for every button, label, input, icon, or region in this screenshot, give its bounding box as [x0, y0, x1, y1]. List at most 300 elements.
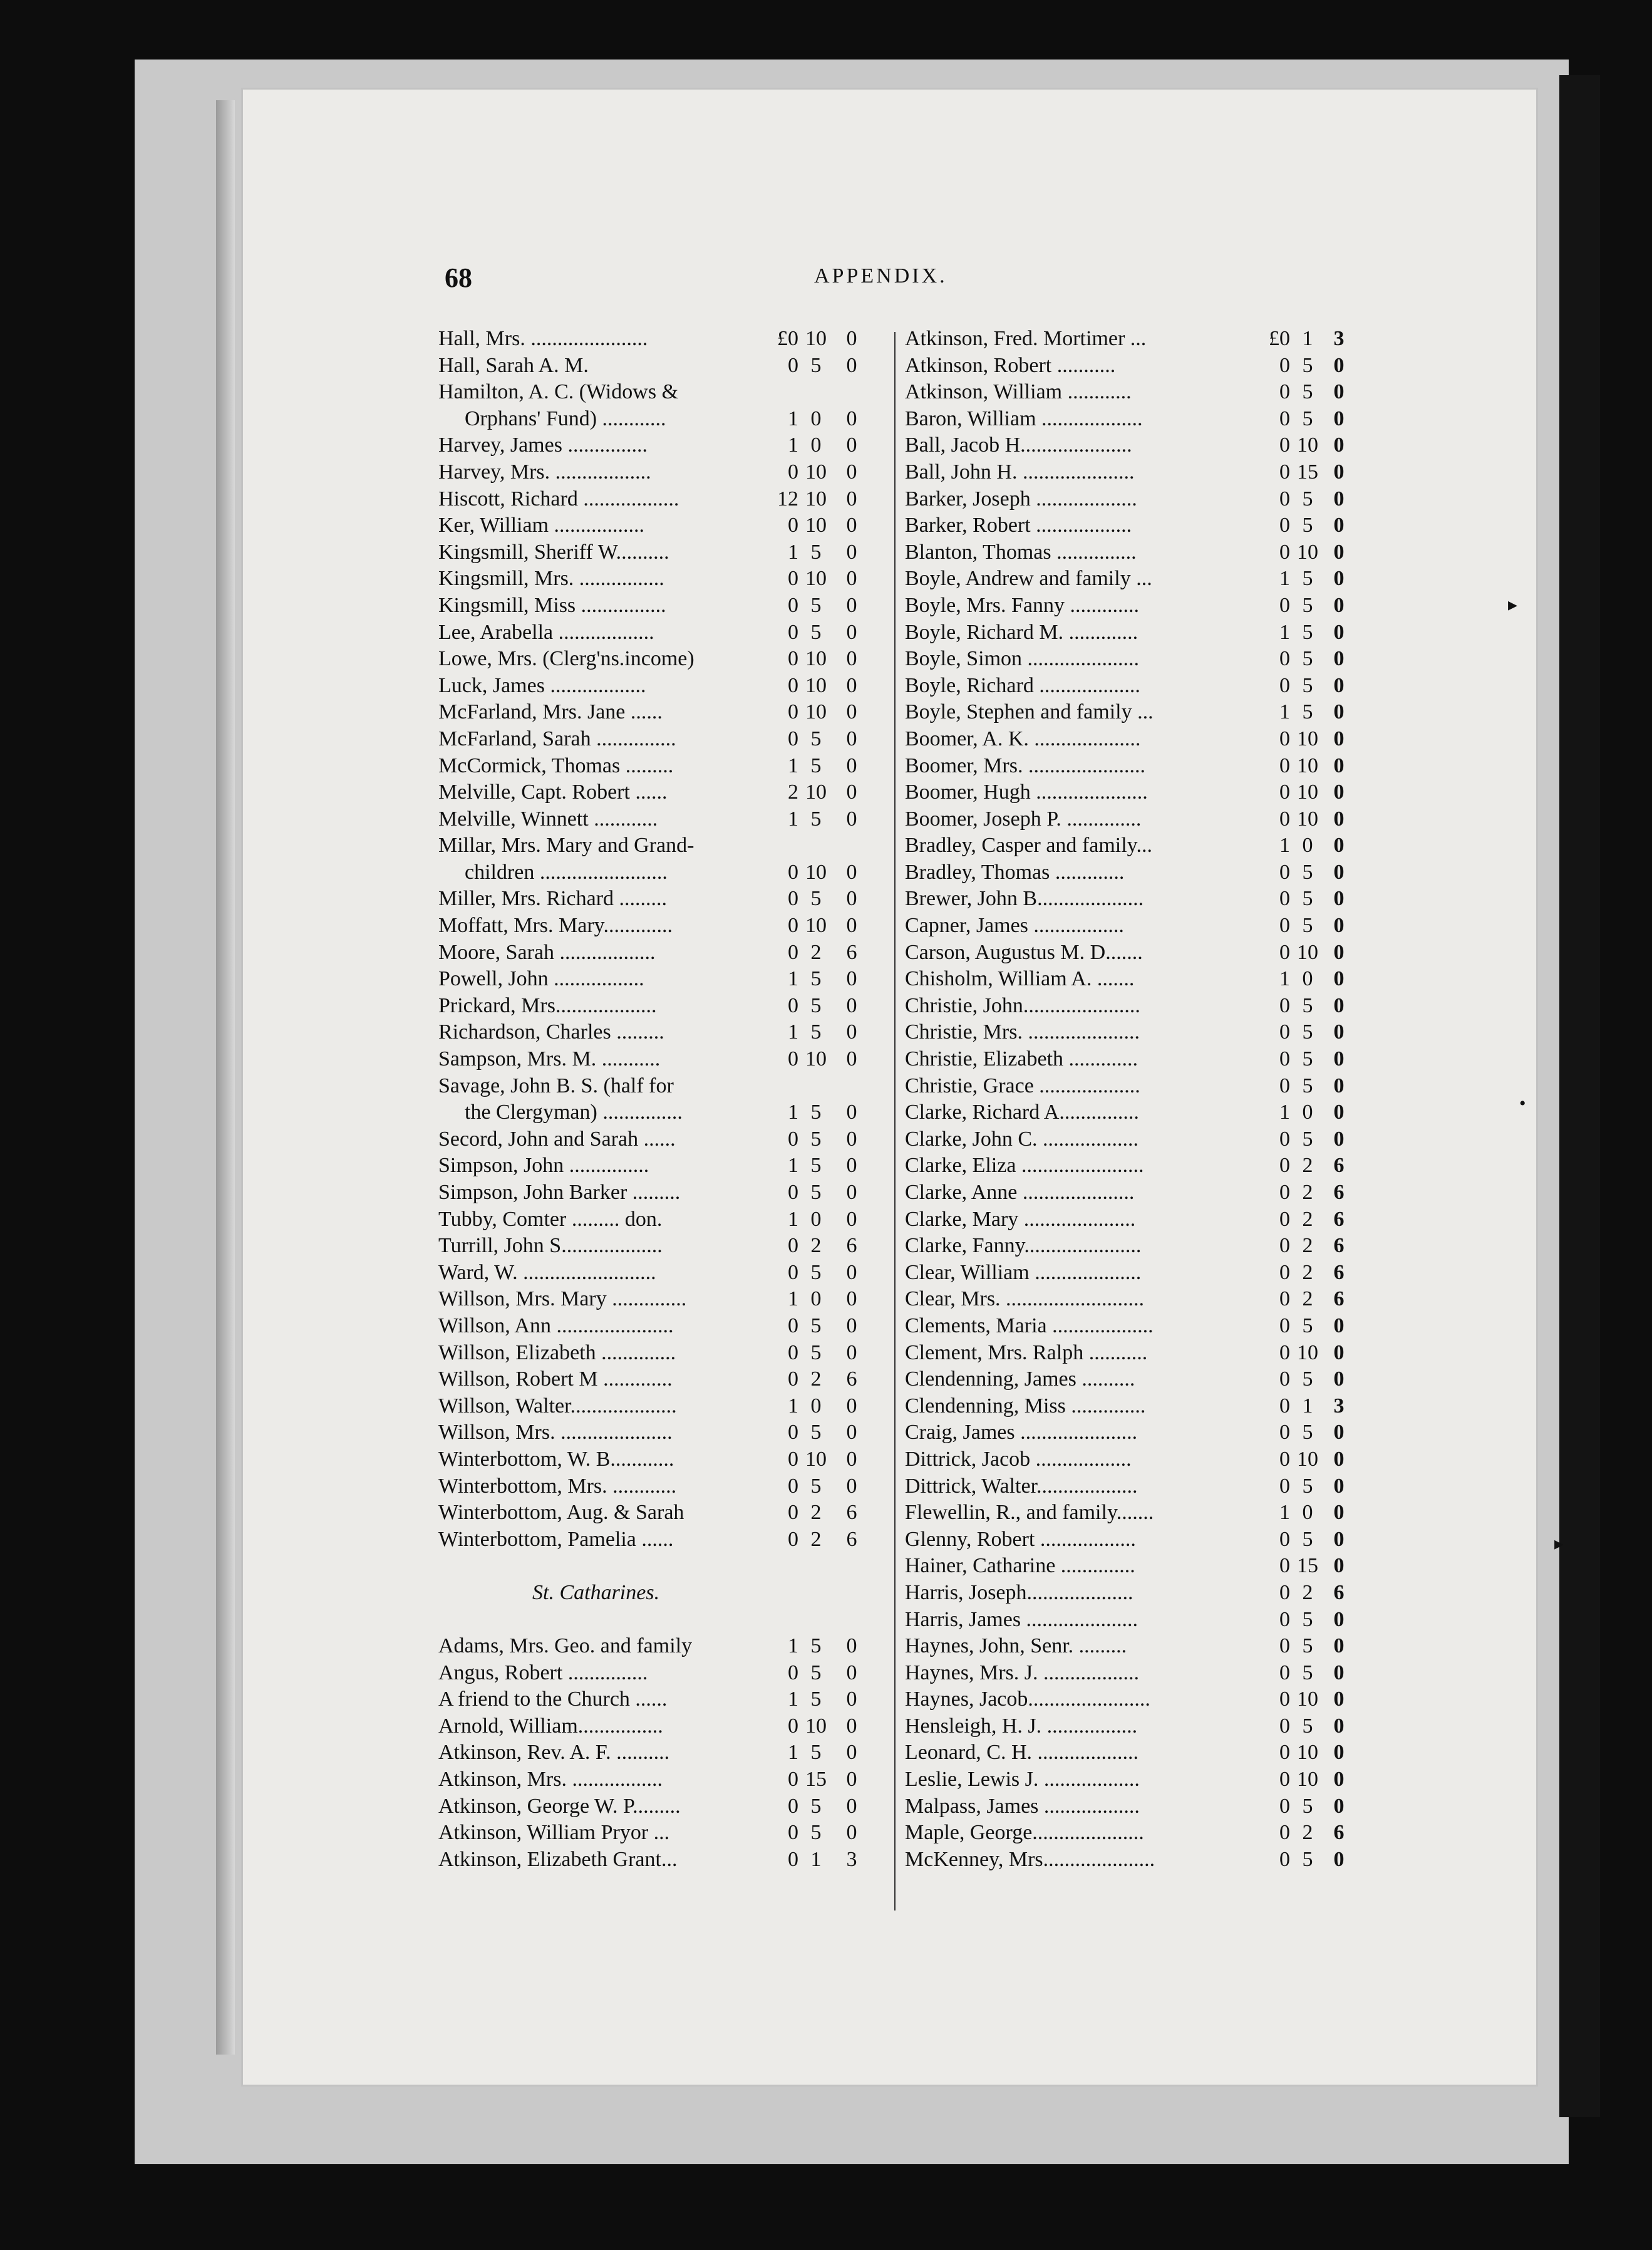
subscriber-name: Atkinson, William ............	[905, 380, 1132, 404]
amount-shillings: 2	[810, 940, 822, 964]
amount-pounds: 0	[1279, 727, 1290, 750]
amount-pence: 0	[846, 433, 857, 457]
amount-pence: 0	[1333, 700, 1345, 724]
subscriber-row	[905, 1366, 1365, 1393]
amount-pounds: 0	[1279, 940, 1290, 964]
subscriber-name: Winterbottom, Pamelia ......	[438, 1527, 674, 1551]
subscriber-row	[905, 1660, 1365, 1687]
amount-shillings: 5	[1302, 887, 1313, 911]
subscriber-name: Ward, W. .........................	[438, 1260, 656, 1284]
amount-pence: 0	[846, 780, 857, 804]
subscriber-name: Harris, Joseph....................	[905, 1580, 1133, 1604]
subscriber-row	[438, 1607, 889, 1634]
amount-pounds: 2	[788, 780, 798, 804]
amount-pence: 0	[846, 754, 857, 777]
page-title: APPENDIX.	[814, 264, 947, 288]
amount-pounds: 1	[788, 754, 798, 777]
subscriber-name: Willson, Mrs. Mary ..............	[438, 1287, 687, 1311]
amount-shillings: 5	[1302, 1127, 1313, 1151]
subscriber-row	[438, 886, 889, 913]
amount-pence: 0	[846, 1127, 857, 1151]
amount-pounds: 1	[788, 1154, 798, 1178]
subscriber-name: Ball, Jacob H.....................	[905, 433, 1132, 457]
amount-pence: 0	[1333, 673, 1345, 697]
subscriber-name: Dittrick, Jacob ..................	[905, 1447, 1132, 1471]
amount-shillings: 5	[1302, 914, 1313, 938]
subscriber-name: Winterbottom, W. B............	[438, 1447, 674, 1471]
subscriber-row	[905, 1553, 1365, 1580]
amount-shillings: 5	[810, 1340, 822, 1364]
amount-shillings: 0	[810, 407, 822, 430]
amount-pence: 0	[1333, 1367, 1345, 1391]
subscriber-row	[438, 1553, 889, 1580]
amount-pence: 0	[846, 1447, 857, 1471]
amount-shillings: 5	[1302, 1421, 1313, 1444]
amount-pence: 0	[846, 887, 857, 911]
amount-pounds: 0	[1279, 1447, 1290, 1471]
subscriber-row	[905, 486, 1365, 513]
amount-pounds: 1	[1279, 834, 1290, 858]
amount-pence: 0	[1333, 1554, 1345, 1578]
amount-pounds: £0	[777, 327, 798, 350]
subscriber-row	[438, 1233, 889, 1260]
subscriber-name: Arnold, William................	[438, 1714, 663, 1738]
subscriber-row	[438, 1713, 889, 1740]
amount-pence: 0	[1333, 993, 1345, 1017]
subscriber-name: Miller, Mrs. Richard .........	[438, 887, 668, 911]
subscriber-row	[905, 1580, 1365, 1607]
amount-shillings: 5	[810, 1821, 822, 1845]
amount-pence: 0	[846, 487, 857, 511]
subscriber-row	[905, 1126, 1365, 1153]
subscriber-name: Boyle, Mrs. Fanny .............	[905, 593, 1139, 617]
amount-pence: 0	[1333, 1047, 1345, 1071]
amount-pence: 0	[846, 1047, 857, 1071]
amount-pounds: 0	[788, 647, 798, 671]
subscriber-row	[438, 1820, 889, 1847]
subscriber-row	[905, 1019, 1365, 1046]
subscriber-name: Willson, Elizabeth ..............	[438, 1340, 676, 1364]
amount-shillings: 5	[810, 1127, 822, 1151]
amount-pence: 0	[1333, 353, 1345, 377]
amount-pence: 0	[846, 1661, 857, 1684]
subscriber-name: Atkinson, Rev. A. F. ..........	[438, 1741, 670, 1765]
amount-shillings: 10	[1297, 1447, 1318, 1471]
amount-pence: 0	[846, 1421, 857, 1444]
subscriber-name: Hamilton, A. C. (Widows &	[438, 380, 679, 404]
amount-pounds: 0	[788, 1847, 798, 1871]
amount-pounds: 1	[788, 433, 798, 457]
subscriber-name: children ........................	[465, 860, 668, 884]
subscriber-name: Hiscott, Richard ..................	[438, 487, 679, 511]
amount-pence: 6	[846, 1367, 857, 1391]
subscriber-row	[905, 886, 1365, 913]
subscriber-row	[438, 859, 889, 886]
subscriber-name: Boomer, Joseph P. ..............	[905, 807, 1142, 831]
amount-shillings: 0	[810, 1287, 822, 1311]
subscriber-name: Atkinson, Elizabeth Grant...	[438, 1847, 678, 1871]
subscriber-name: Richardson, Charles .........	[438, 1020, 664, 1044]
amount-shillings: 1	[810, 1847, 822, 1871]
amount-shillings: 10	[1297, 1688, 1318, 1711]
amount-pence: 0	[846, 567, 857, 591]
amount-pence: 0	[1333, 380, 1345, 404]
subscriber-row	[438, 646, 889, 673]
subscriber-name: Christie, Elizabeth .............	[905, 1047, 1138, 1071]
subscriber-row	[905, 539, 1365, 566]
amount-pence: 0	[846, 1020, 857, 1044]
amount-pence: 6	[1333, 1207, 1345, 1231]
subscriber-row	[905, 1313, 1365, 1340]
amount-pounds: 0	[1279, 1260, 1290, 1284]
amount-shillings: 2	[1302, 1207, 1313, 1231]
amount-pounds: 1	[1279, 567, 1290, 591]
subscriber-row	[905, 1419, 1365, 1446]
amount-pounds: 0	[1279, 1554, 1290, 1578]
amount-shillings: 0	[1302, 1101, 1313, 1124]
amount-shillings: 10	[805, 487, 827, 511]
amount-pence: 0	[846, 1821, 857, 1845]
amount-pounds: 1	[788, 1207, 798, 1231]
subscriber-row	[905, 940, 1365, 967]
amount-shillings: 5	[1302, 860, 1313, 884]
amount-shillings: 5	[1302, 1714, 1313, 1738]
amount-pence: 6	[1333, 1821, 1345, 1845]
amount-shillings: 5	[1302, 567, 1313, 591]
amount-pounds: 0	[1279, 1794, 1290, 1818]
subscriber-name: Boyle, Simon .....................	[905, 647, 1140, 671]
subscriber-row	[905, 1206, 1365, 1233]
amount-pence: 0	[1333, 540, 1345, 564]
subscriber-name: Maple, George.....................	[905, 1821, 1144, 1845]
amount-shillings: 5	[1302, 1074, 1313, 1097]
amount-pounds: 0	[788, 1234, 798, 1258]
amount-pounds: 1	[788, 1688, 798, 1711]
subscriber-name: Turrill, John S...................	[438, 1234, 663, 1258]
subscriber-row	[905, 1233, 1365, 1260]
subscriber-name: McFarland, Mrs. Jane ......	[438, 700, 663, 724]
amount-pence: 0	[846, 1768, 857, 1791]
subscriber-row	[438, 1393, 889, 1420]
subscriber-row	[905, 1739, 1365, 1766]
amount-pence: 0	[1333, 407, 1345, 430]
subscriber-row	[438, 1046, 889, 1073]
amount-shillings: 15	[805, 1768, 827, 1791]
subscriber-name: Leonard, C. H. ...................	[905, 1741, 1139, 1765]
subscriber-row	[905, 753, 1365, 780]
amount-shillings: 10	[805, 567, 827, 591]
amount-pounds: 0	[1279, 754, 1290, 777]
amount-pence: 6	[1333, 1154, 1345, 1178]
subscriber-name: Haynes, John, Senr. .........	[905, 1634, 1127, 1658]
subscriber-name: Lee, Arabella ..................	[438, 620, 654, 644]
amount-shillings: 10	[1297, 940, 1318, 964]
amount-pounds: 1	[788, 967, 798, 991]
amount-shillings: 5	[1302, 1314, 1313, 1337]
subscriber-row	[905, 806, 1365, 833]
amount-pounds: 0	[788, 620, 798, 644]
amount-pounds: 0	[1279, 1314, 1290, 1337]
subscriber-row	[905, 566, 1365, 593]
amount-shillings: 2	[1302, 1154, 1313, 1178]
subscriber-row	[905, 1073, 1365, 1100]
subscriber-row	[438, 620, 889, 646]
subscriber-row	[905, 1153, 1365, 1179]
amount-pence: 0	[1333, 1634, 1345, 1658]
subscriber-row	[438, 379, 889, 406]
amount-shillings: 5	[810, 1794, 822, 1818]
amount-pounds: 0	[1279, 1287, 1290, 1311]
subscriber-name: Melville, Capt. Robert ......	[438, 780, 668, 804]
amount-pounds: 1	[788, 1287, 798, 1311]
amount-pence: 0	[1333, 567, 1345, 591]
amount-shillings: 5	[810, 1474, 822, 1498]
subscriber-row	[905, 1446, 1365, 1473]
subscriber-name: Simpson, John ...............	[438, 1154, 649, 1178]
amount-shillings: 10	[805, 700, 827, 724]
subscriber-name: Atkinson, Robert ...........	[905, 353, 1116, 377]
amount-shillings: 5	[810, 807, 822, 831]
amount-pounds: 0	[788, 1821, 798, 1845]
subscriber-row	[438, 779, 889, 806]
amount-shillings: 5	[810, 887, 822, 911]
amount-pence: 0	[846, 993, 857, 1017]
amount-pence: 6	[846, 1501, 857, 1525]
amount-shillings: 10	[1297, 540, 1318, 564]
subscriber-name: Clarke, Eliza .......................	[905, 1154, 1144, 1178]
amount-pounds: 0	[788, 1047, 798, 1071]
subscriber-name: Orphans' Fund) ............	[465, 407, 666, 430]
amount-pounds: 0	[1279, 540, 1290, 564]
amount-pence: 0	[1333, 514, 1345, 537]
amount-pence: 0	[846, 1287, 857, 1311]
subscriber-row	[905, 779, 1365, 806]
amount-pounds: 0	[788, 860, 798, 884]
subscriber-name: Clarke, Mary .....................	[905, 1207, 1136, 1231]
amount-shillings: 5	[810, 1154, 822, 1178]
amount-pounds: 0	[788, 1661, 798, 1684]
amount-pence: 0	[846, 620, 857, 644]
amount-pounds: 0	[788, 1314, 798, 1337]
subscriber-name: Harvey, Mrs. ..................	[438, 460, 651, 484]
amount-shillings: 0	[1302, 967, 1313, 991]
subscriber-row	[905, 1527, 1365, 1553]
amount-pounds: 0	[1279, 1634, 1290, 1658]
subscriber-row	[438, 1179, 889, 1206]
amount-pounds: 1	[788, 407, 798, 430]
subscriber-row	[905, 699, 1365, 726]
amount-pence: 0	[1333, 1847, 1345, 1871]
subscriber-name: Lowe, Mrs. (Clerg'ns.income)	[438, 647, 694, 671]
amount-shillings: 10	[1297, 754, 1318, 777]
amount-pence: 0	[846, 1714, 857, 1738]
amount-shillings: 5	[810, 1101, 822, 1124]
amount-pounds: 0	[1279, 353, 1290, 377]
amount-shillings: 5	[1302, 700, 1313, 724]
amount-pounds: 0	[1279, 487, 1290, 511]
amount-pounds: 1	[1279, 620, 1290, 644]
amount-shillings: 10	[805, 1047, 827, 1071]
amount-pence: 0	[1333, 834, 1345, 858]
amount-shillings: 15	[1297, 1554, 1318, 1578]
amount-shillings: 5	[810, 1020, 822, 1044]
amount-pounds: 0	[1279, 1127, 1290, 1151]
amount-shillings: 0	[810, 1207, 822, 1231]
subscriber-name: Clendenning, James ..........	[905, 1367, 1135, 1391]
subscriber-name: Atkinson, Fred. Mortimer ...	[905, 327, 1147, 350]
amount-pence: 0	[1333, 1741, 1345, 1765]
amount-pounds: 0	[1279, 1474, 1290, 1498]
amount-pounds: 0	[1279, 673, 1290, 697]
amount-shillings: 5	[1302, 673, 1313, 697]
amount-pounds: 1	[788, 1634, 798, 1658]
subscriber-name: Atkinson, Mrs. .................	[438, 1768, 663, 1791]
amount-shillings: 2	[810, 1234, 822, 1258]
subscriber-name: Clements, Maria ...................	[905, 1314, 1154, 1337]
amount-pence: 0	[1333, 1340, 1345, 1364]
amount-shillings: 1	[1302, 1394, 1313, 1418]
amount-pence: 6	[1333, 1234, 1345, 1258]
amount-pounds: 0	[1279, 1020, 1290, 1044]
subscriber-name: Prickard, Mrs...................	[438, 993, 657, 1017]
amount-pence: 0	[1333, 433, 1345, 457]
amount-pounds: 0	[788, 673, 798, 697]
subscriber-name: Barker, Joseph ...................	[905, 487, 1137, 511]
subscriber-name: Hensleigh, H. J. .................	[905, 1714, 1138, 1738]
amount-pence: 0	[846, 460, 857, 484]
amount-shillings: 5	[1302, 620, 1313, 644]
amount-pence: 0	[1333, 1127, 1345, 1151]
subscriber-row	[438, 753, 889, 780]
subscriber-row	[438, 1473, 889, 1500]
subscriber-name: Secord, John and Sarah ......	[438, 1127, 676, 1151]
subscriber-name: Harris, James .....................	[905, 1607, 1138, 1631]
subscriber-row	[905, 1393, 1365, 1420]
amount-pence: 6	[846, 1234, 857, 1258]
subscriber-name: Boyle, Andrew and family ...	[905, 567, 1152, 591]
subscriber-name: A friend to the Church ......	[438, 1688, 668, 1711]
subscriber-row	[905, 1260, 1365, 1287]
amount-pence: 0	[1333, 754, 1345, 777]
amount-pence: 0	[1333, 1474, 1345, 1498]
subscriber-name: Haynes, Mrs. J. ..................	[905, 1661, 1139, 1684]
subscriber-name: Clarke, Richard A...............	[905, 1101, 1139, 1124]
amount-pounds: 0	[1279, 1181, 1290, 1204]
amount-pence: 0	[846, 1794, 857, 1818]
amount-shillings: 5	[810, 620, 822, 644]
amount-pence: 0	[1333, 1768, 1345, 1791]
subscriber-row	[905, 593, 1365, 620]
amount-pounds: 0	[788, 1501, 798, 1525]
subscriber-name: Boomer, A. K. ....................	[905, 727, 1141, 750]
amount-shillings: 5	[810, 754, 822, 777]
subscriber-row	[438, 1366, 889, 1393]
subscriber-name: Simpson, John Barker .........	[438, 1181, 681, 1204]
amount-pence: 0	[1333, 807, 1345, 831]
subscriber-row	[905, 673, 1365, 700]
subscriber-name: Adams, Mrs. Geo. and family	[438, 1634, 693, 1658]
amount-pounds: 0	[1279, 1580, 1290, 1604]
amount-pounds: 0	[1279, 514, 1290, 537]
subscriber-name: Winterbottom, Aug. & Sarah	[438, 1501, 684, 1525]
subscriber-name: Tubby, Comter ......... don.	[438, 1207, 663, 1231]
subscriber-row	[905, 1340, 1365, 1367]
subscriber-row	[438, 1099, 889, 1126]
amount-pence: 0	[1333, 1020, 1345, 1044]
amount-pence: 6	[846, 1527, 857, 1551]
subscriber-name: Hall, Mrs. ......................	[438, 327, 648, 350]
amount-shillings: 5	[1302, 1474, 1313, 1498]
subscriber-row	[905, 1713, 1365, 1740]
amount-pounds: 0	[1279, 887, 1290, 911]
subscriber-row	[438, 432, 889, 459]
amount-pounds: 0	[788, 1367, 798, 1391]
amount-shillings: 5	[1302, 593, 1313, 617]
subscriber-row	[438, 1313, 889, 1340]
amount-pounds: 1	[788, 1101, 798, 1124]
amount-shillings: 10	[1297, 780, 1318, 804]
amount-shillings: 2	[1302, 1181, 1313, 1204]
amount-pence: 0	[1333, 727, 1345, 750]
page-fold-shadow	[216, 100, 235, 2055]
amount-shillings: 2	[1302, 1260, 1313, 1284]
amount-shillings: 5	[1302, 487, 1313, 511]
amount-pence: 0	[846, 593, 857, 617]
amount-pence: 0	[846, 673, 857, 697]
amount-shillings: 5	[810, 727, 822, 750]
amount-shillings: 5	[810, 1314, 822, 1337]
amount-pence: 0	[846, 700, 857, 724]
amount-pounds: 0	[1279, 1821, 1290, 1845]
amount-pence: 0	[846, 1340, 857, 1364]
amount-pounds: 0	[1279, 1154, 1290, 1178]
amount-pence: 0	[846, 1688, 857, 1711]
amount-pence: 0	[846, 327, 857, 350]
amount-shillings: 2	[1302, 1580, 1313, 1604]
right-column-list	[905, 326, 1365, 1873]
subscriber-name: Baron, William ...................	[905, 407, 1143, 430]
subscriber-row	[438, 699, 889, 726]
amount-pence: 0	[1333, 780, 1345, 804]
margin-mark: ▸	[1554, 1533, 1564, 1554]
amount-pounds: 0	[1279, 380, 1290, 404]
amount-pence: 0	[1333, 887, 1345, 911]
subscriber-name: Moffatt, Mrs. Mary.............	[438, 914, 673, 938]
amount-pounds: 0	[788, 460, 798, 484]
amount-pounds: 0	[1279, 647, 1290, 671]
subscriber-row	[438, 1739, 889, 1766]
amount-pounds: 0	[788, 1340, 798, 1364]
subscriber-name: Willson, Walter....................	[438, 1394, 677, 1418]
amount-pence: 0	[1333, 1421, 1345, 1444]
amount-pounds: 0	[1279, 593, 1290, 617]
subscriber-name: Glenny, Robert ..................	[905, 1527, 1136, 1551]
amount-shillings: 10	[805, 914, 827, 938]
amount-pence: 6	[1333, 1260, 1345, 1284]
amount-shillings: 5	[810, 967, 822, 991]
amount-pence: 0	[846, 1474, 857, 1498]
subscriber-name: Sampson, Mrs. M. ...........	[438, 1047, 661, 1071]
amount-pounds: 0	[1279, 1367, 1290, 1391]
amount-pounds: 0	[1279, 1661, 1290, 1684]
amount-pence: 0	[846, 540, 857, 564]
subscriber-name: Carson, Augustus M. D.......	[905, 940, 1143, 964]
subscriber-name: Bradley, Casper and family...	[905, 834, 1152, 858]
subscriber-name: McCormick, Thomas .........	[438, 754, 674, 777]
amount-pence: 0	[1333, 1794, 1345, 1818]
subscriber-row	[438, 1660, 889, 1687]
subscriber-name: McFarland, Sarah ...............	[438, 727, 676, 750]
